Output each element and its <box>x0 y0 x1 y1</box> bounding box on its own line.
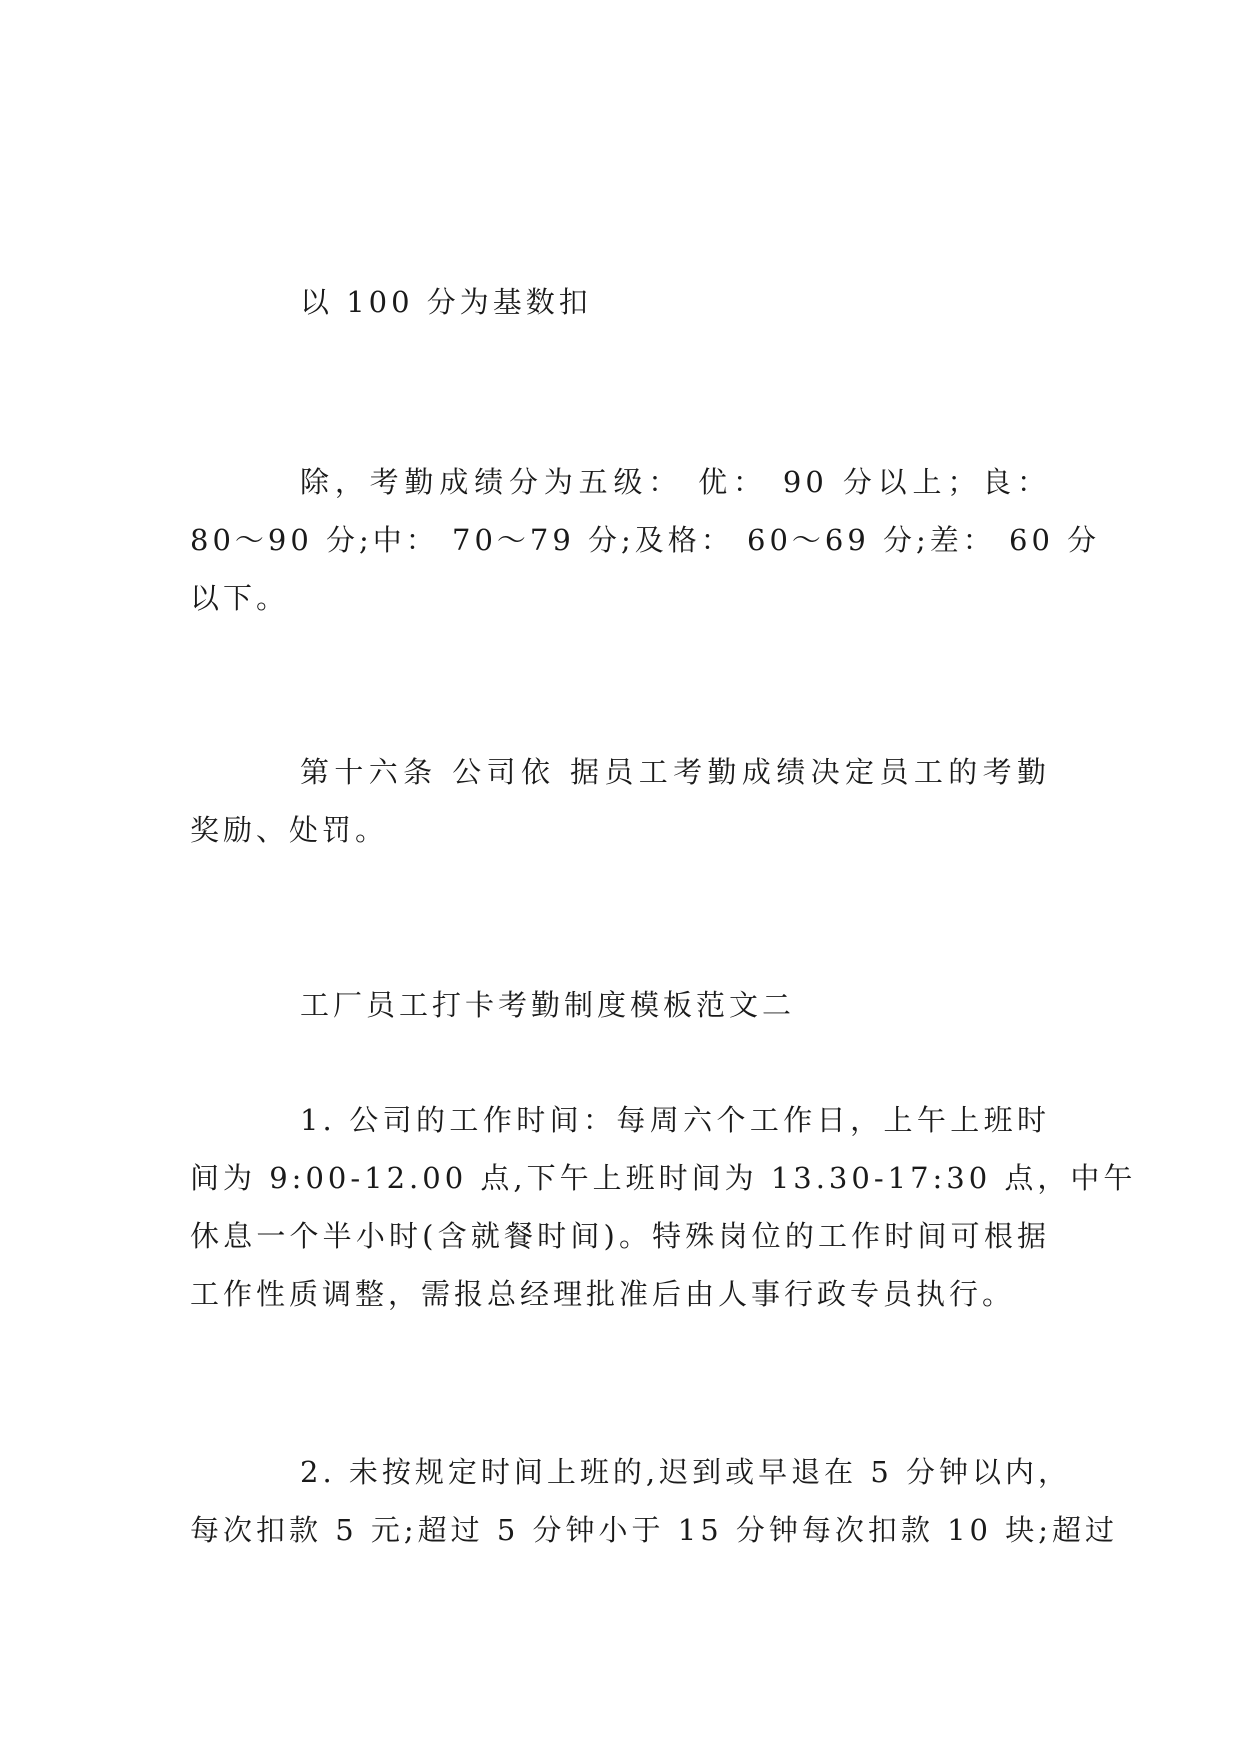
paragraph-3-line-1: 第十六条 公司依 据员工考勤成绩决定员工的考勤 <box>300 755 1050 789</box>
paragraph-2-line-3: 以下。 <box>190 581 290 615</box>
paragraph-5-line-2: 间为 9:00-12.00 点,下午上班时间为 13.30-17:30 点，中午 <box>190 1161 1137 1195</box>
paragraph-1-line-1: 以 100 分为基数扣 <box>300 285 592 319</box>
paragraph-6-line-1: 2. 未按规定时间上班的,迟到或早退在 5 分钟以内， <box>300 1455 1071 1489</box>
paragraph-2-line-2: 80～90 分;中： 70～79 分;及格： 60～69 分;差： 60 分 <box>190 523 1101 557</box>
section-heading: 工厂员工打卡考勤制度模板范文二 <box>300 988 796 1022</box>
paragraph-2-line-1: 除，考勤成绩分为五级： 优： 90 分以上；良： <box>300 465 1050 499</box>
paragraph-3-line-2: 奖励、处罚。 <box>190 813 389 847</box>
paragraph-6-line-2: 每次扣款 5 元;超过 5 分钟小于 15 分钟每次扣款 10 块;超过 <box>190 1513 1118 1547</box>
paragraph-5-line-3: 休息一个半小时(含就餐时间)。特殊岗位的工作时间可根据 <box>190 1219 1050 1253</box>
paragraph-5-line-4: 工作性质调整，需报总经理批准后由人事行政专员执行。 <box>190 1277 1016 1311</box>
paragraph-5-line-1: 1. 公司的工作时间：每周六个工作日，上午上班时 <box>300 1103 1050 1137</box>
